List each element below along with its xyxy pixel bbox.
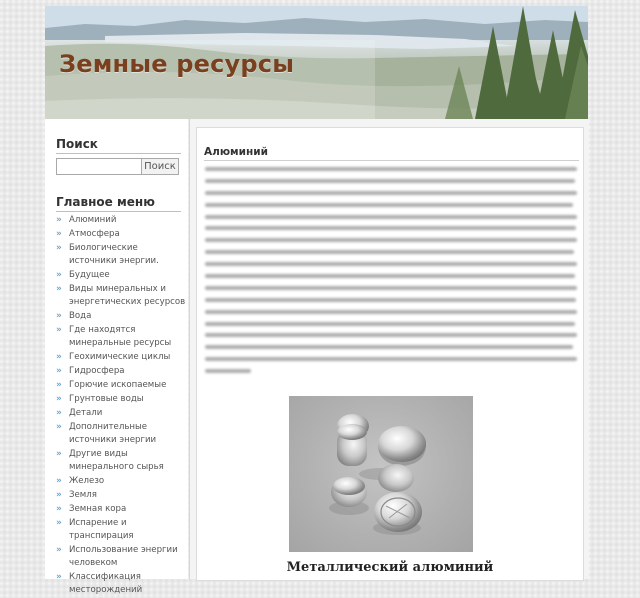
menu-item[interactable]: » Классификация месторождений	[56, 572, 143, 595]
double-chevron-icon: »	[56, 380, 62, 390]
search-button[interactable]: Поиск	[141, 158, 179, 175]
double-chevron-icon: »	[56, 243, 62, 253]
main-menu-divider	[56, 211, 181, 212]
article-title[interactable]: Алюминий	[204, 146, 268, 158]
double-chevron-icon: »	[56, 366, 62, 376]
menu-item[interactable]: » Биологические источники энергии.	[56, 243, 159, 266]
aluminum-photo	[289, 396, 473, 552]
aluminum-pellets-image	[289, 396, 473, 552]
site-title[interactable]: Земные ресурсы	[59, 50, 295, 78]
double-chevron-icon: »	[56, 476, 62, 486]
main-menu-list	[56, 214, 186, 598]
menu-item[interactable]: » Алюминий	[56, 215, 117, 225]
menu-item[interactable]: » Испарение и транспирация	[56, 518, 134, 541]
menu-item[interactable]: » Другие виды минерального сырья	[56, 449, 164, 472]
double-chevron-icon: »	[56, 408, 62, 418]
menu-item[interactable]: » Железо	[56, 476, 105, 486]
menu-item[interactable]: » Использование энергии человеком	[56, 545, 178, 568]
double-chevron-icon: »	[56, 490, 62, 500]
search-input[interactable]	[56, 158, 142, 175]
menu-item[interactable]: » Виды минеральных и энергетических ресурсов	[56, 284, 186, 307]
sidebar	[45, 119, 188, 595]
double-chevron-icon: »	[56, 422, 62, 432]
double-chevron-icon: »	[56, 352, 62, 362]
double-chevron-icon: »	[56, 394, 62, 404]
image-caption: Металлический алюминий	[286, 560, 494, 575]
double-chevron-icon: »	[56, 545, 62, 555]
double-chevron-icon: »	[56, 229, 62, 239]
double-chevron-icon: »	[56, 311, 62, 321]
menu-item[interactable]: » Земная кора	[56, 504, 127, 514]
double-chevron-icon: »	[56, 449, 62, 459]
menu-item[interactable]: » Атмосфера	[56, 229, 120, 239]
menu-item[interactable]: » Будущее	[56, 270, 110, 280]
double-chevron-icon: »	[56, 504, 62, 514]
menu-item[interactable]: » Вода	[56, 311, 92, 321]
article-title-divider	[204, 160, 579, 161]
menu-item[interactable]: » Грунтовые воды	[56, 394, 144, 404]
menu-item[interactable]: » Детали	[56, 408, 103, 418]
search-widget-title: Поиск	[56, 137, 98, 151]
menu-item[interactable]: » Дополнительные источники энергии	[56, 422, 157, 445]
main-menu-title: Главное меню	[56, 195, 155, 209]
menu-item[interactable]: » Земля	[56, 490, 97, 500]
double-chevron-icon: »	[56, 270, 62, 280]
article	[196, 127, 584, 581]
search-divider	[56, 153, 181, 154]
menu-item[interactable]: » Горючие ископаемые	[56, 380, 167, 390]
menu-item[interactable]: » Гидросфера	[56, 366, 125, 376]
double-chevron-icon: »	[56, 325, 62, 335]
main-content	[189, 119, 589, 579]
double-chevron-icon: »	[56, 572, 62, 582]
double-chevron-icon: »	[56, 215, 62, 225]
article-body-blurred	[205, 167, 577, 381]
double-chevron-icon: »	[56, 284, 62, 294]
menu-item[interactable]: » Геохимические циклы	[56, 352, 171, 362]
header-banner	[45, 6, 588, 119]
menu-item[interactable]: » Где находятся минеральные ресурсы	[56, 325, 172, 348]
double-chevron-icon: »	[56, 518, 62, 528]
